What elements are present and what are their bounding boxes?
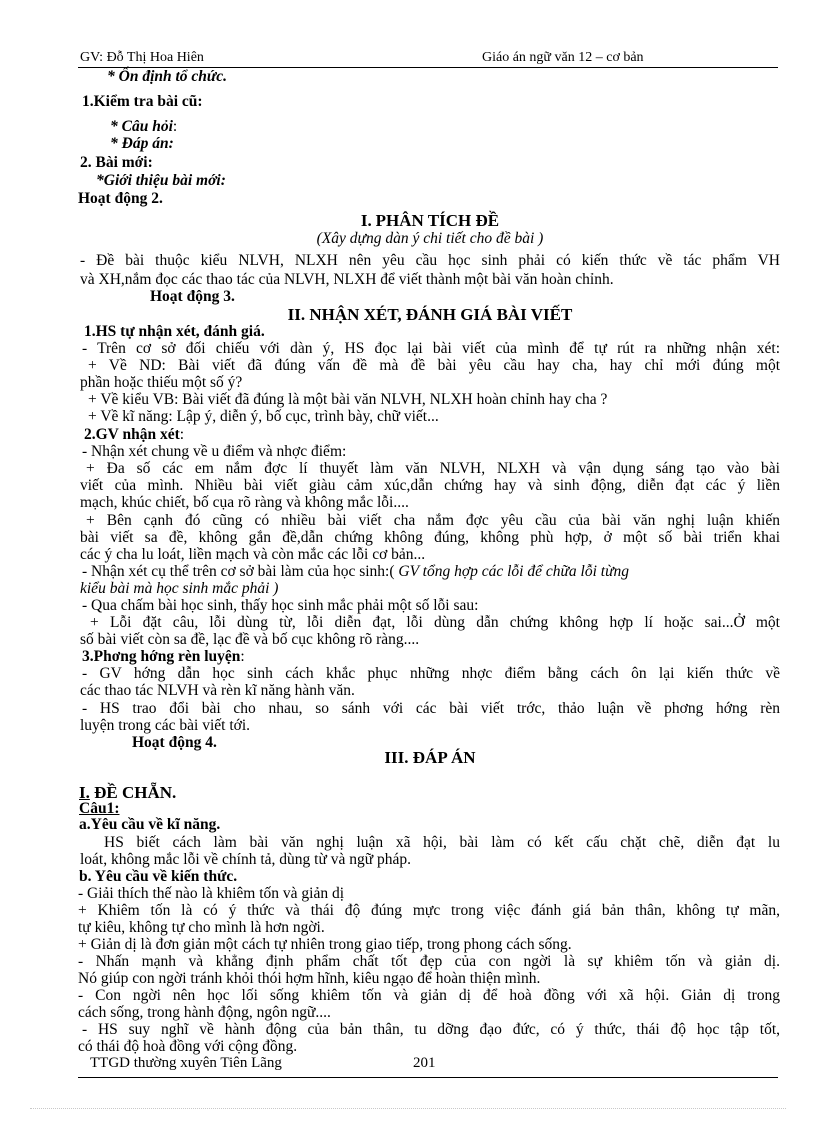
question-line — [110, 118, 810, 135]
para-line: có thái độ hoà đồng với cộng đồng. — [78, 1038, 298, 1055]
para-line: - Con ngời nên học lối sống khiêm tốn và giản dị để hoà đồng với xã hội. Giản dị trong — [78, 987, 780, 1004]
new-lesson-heading: 2. Bài mới: — [80, 154, 153, 171]
para-line: các thao tác NLVH và rèn kĩ năng hành văn. — [80, 682, 355, 699]
para-line: - Nhận xét chung về u điểm và nhợc điểm: — [82, 443, 347, 460]
specific-review-text: - Nhận xét cụ thể trên cơ sở bài làm của học sinh:( — [82, 563, 395, 580]
para-line: + Lỗi đặt câu, lỗi dùng từ, lỗi diễn đạt, lỗi dùng dẫn chứng không hợp lí hoặc sai...Ở một — [90, 614, 780, 631]
para-line: - Qua chấm bài học sinh, thấy học sinh mắc phải một số lỗi sau: — [82, 597, 479, 614]
even-exam-label: ĐỀ CHẴN. — [89, 783, 177, 802]
para-line: HS biết cách làm bài văn nghị luận xã hội, bài làm có kết cấu chặt chẽ, diễn đạt lu — [104, 834, 780, 851]
section-3-number: III. — [384, 748, 409, 767]
para-line: các ý cha lu loát, liền mạch và còn mắc các lỗi cơ bản... — [80, 546, 426, 563]
para-line: mạch, khúc chiết, bố cụa rõ ràng và không mắc lỗi.... — [80, 494, 409, 511]
para-line: bài viết sa đề, không gắn đề,dẫn chứng không đúng, không phù hợp, ở một số bài triển khai — [80, 529, 780, 546]
para-line: kiểu bài mà học sinh mắc phải ) — [80, 580, 279, 597]
para-line: cách sống, trong hành động, ngôn ngữ.... — [78, 1004, 331, 1021]
para-line: - HS trao đổi bài cho nhau, so sánh với các bài viết trớc, thảo luận về phơng hớng rèn — [82, 700, 780, 717]
direction-label: 3.Phơng hớng rèn luyện — [82, 648, 241, 665]
para-line — [82, 563, 782, 580]
section-2-title: II. NHẬN XÉT, ĐÁNH GIÁ BÀI VIẾT — [287, 305, 573, 324]
header-author: GV: Đỗ Thị Hoa Hiên — [80, 50, 204, 65]
section-1-label: PHÂN TÍCH ĐỀ — [375, 211, 500, 230]
question-colon: : — [172, 118, 178, 135]
skill-requirements-heading: a.Yêu cầu về kĩ năng. — [79, 816, 221, 833]
even-exam-number: I. — [79, 783, 90, 802]
knowledge-requirements-heading: b. Yêu cầu về kiến thức. — [79, 868, 238, 885]
activity-4-heading: Hoạt động 4. — [132, 734, 217, 751]
para-line: - Trên cơ sở đối chiếu với dàn ý, HS đọc lại bài viết của mình để tự rút ra những nhận xét: — [82, 340, 780, 357]
direction-colon: : — [240, 648, 245, 665]
subsection-direction — [82, 648, 782, 665]
para-line: tự kiêu, không tự cho mình là hơn ngời. — [78, 919, 325, 936]
footer-page-number: 201 — [413, 1055, 436, 1071]
section-1-subtitle: (Xây dựng dàn ý chi tiết cho đề bài ) — [316, 230, 544, 247]
para-line: phần hoặc thiếu một số ý? — [80, 374, 243, 391]
stabilize-class-line: * Ổn định tổ chức. — [107, 68, 227, 85]
specific-review-note: GV tổng hợp các lỗi để chữa lỗi từng — [394, 563, 630, 580]
para-line: - Nhấn mạnh và khẳng định phẩm chất tốt đẹp của con ngời là sự khiêm tốn và giản dị. — [78, 953, 780, 970]
para-line: + Về ND: Bài viết đã đúng vấn đề mà đề bài yêu cầu hay cha, hay chỉ mới đúng một — [88, 357, 780, 374]
para-line: viết của mình. Nhiều bài viết giàu cảm xúc,dẫn chứng hay và sinh động, diễn đạt các ý liền — [80, 477, 780, 494]
teacher-review-colon: : — [179, 426, 185, 443]
para-line: + Về kĩ năng: Lập ý, diễn ý, bố cục, trình bày, chữ viết... — [88, 408, 439, 425]
para-line: + Khiêm tốn là có ý thức và thái độ đúng mực trong việc đánh giá bản thân, không tự mãn, — [78, 902, 780, 919]
section-3-title — [80, 749, 780, 767]
footer-rule — [78, 1077, 778, 1078]
section-1-title — [80, 212, 780, 230]
para-line: luyện trong các bài viết tới. — [80, 717, 251, 734]
activity-2-heading: Hoạt động 2. — [78, 190, 163, 207]
subsection-self-review: 1.HS tự nhận xét, đánh giá. — [84, 323, 265, 340]
para-line: - Đề bài thuộc kiểu NLVH, NLXH nên yêu cầu học sinh phải có kiến thức về tác phẩm VH — [80, 252, 780, 269]
para-line: + Đa số các em nắm đợc lí thuyết làm văn NLVH, NLXH và vận dụng sáng tạo vào bài — [86, 460, 780, 477]
para-line: - Giải thích thế nào là khiêm tốn và giản dị — [78, 885, 345, 902]
para-line: loát, không mắc lỗi về chính tả, dùng từ và ngữ pháp. — [80, 851, 412, 868]
para-line: số bài viết còn sa đề, lạc đề và bố cục không rõ ràng.... — [80, 631, 420, 648]
para-line: - GV hớng dẫn học sinh cách khắc phục những nhợc điểm bằng cách ôn lại kiến thức về — [82, 665, 780, 682]
para-line: - HS suy nghĩ về hành động của bản thân, tu dỡng đạo đức, có ý thức, thái độ học tập tốt, — [82, 1021, 780, 1038]
answer-line: * Đáp án: — [110, 135, 174, 152]
para-line: + Bên cạnh đó cũng có nhiều bài viết cha nắm đợc yêu cầu của bài văn nghị luận khiến — [86, 512, 780, 529]
activity-3-heading: Hoạt động 3. — [150, 288, 235, 305]
lesson-intro-line: *Giới thiệu bài mới: — [96, 172, 226, 189]
section-1-number: I. — [360, 211, 372, 230]
teacher-review-label: 2.GV nhận xét — [84, 426, 180, 443]
para-line: + Giản dị là đơn giản một cách tự nhiên trong giao tiếp, trong phong cách sống. — [78, 936, 572, 953]
para-line: + Về kiểu VB: Bài viết đã đúng là một bài văn NLVH, NLXH hoàn chỉnh hay cha ? — [88, 391, 608, 408]
para-line: và XH,nắm đọc các thao tác của NLVH, NLXH để viết thành một bài văn hoàn chỉnh. — [80, 271, 614, 288]
header-course: Giáo án ngữ văn 12 – cơ bản — [482, 50, 644, 65]
section-3-label: ĐÁP ÁN — [408, 748, 476, 767]
review-heading: 1.Kiểm tra bài cũ: — [82, 93, 203, 110]
page-bottom-border — [30, 1108, 786, 1109]
subsection-teacher-review — [84, 426, 784, 443]
para-line: Nó giúp con ngời tránh khỏi thói hợm hĩnh, kiêu ngạo để hoàn thiện mình. — [78, 970, 541, 987]
question-1-heading: Câu1: — [79, 800, 120, 817]
question-label: * Câu hỏi — [110, 118, 173, 135]
footer-center-name: TTGD thường xuyên Tiên Lãng — [90, 1055, 282, 1071]
